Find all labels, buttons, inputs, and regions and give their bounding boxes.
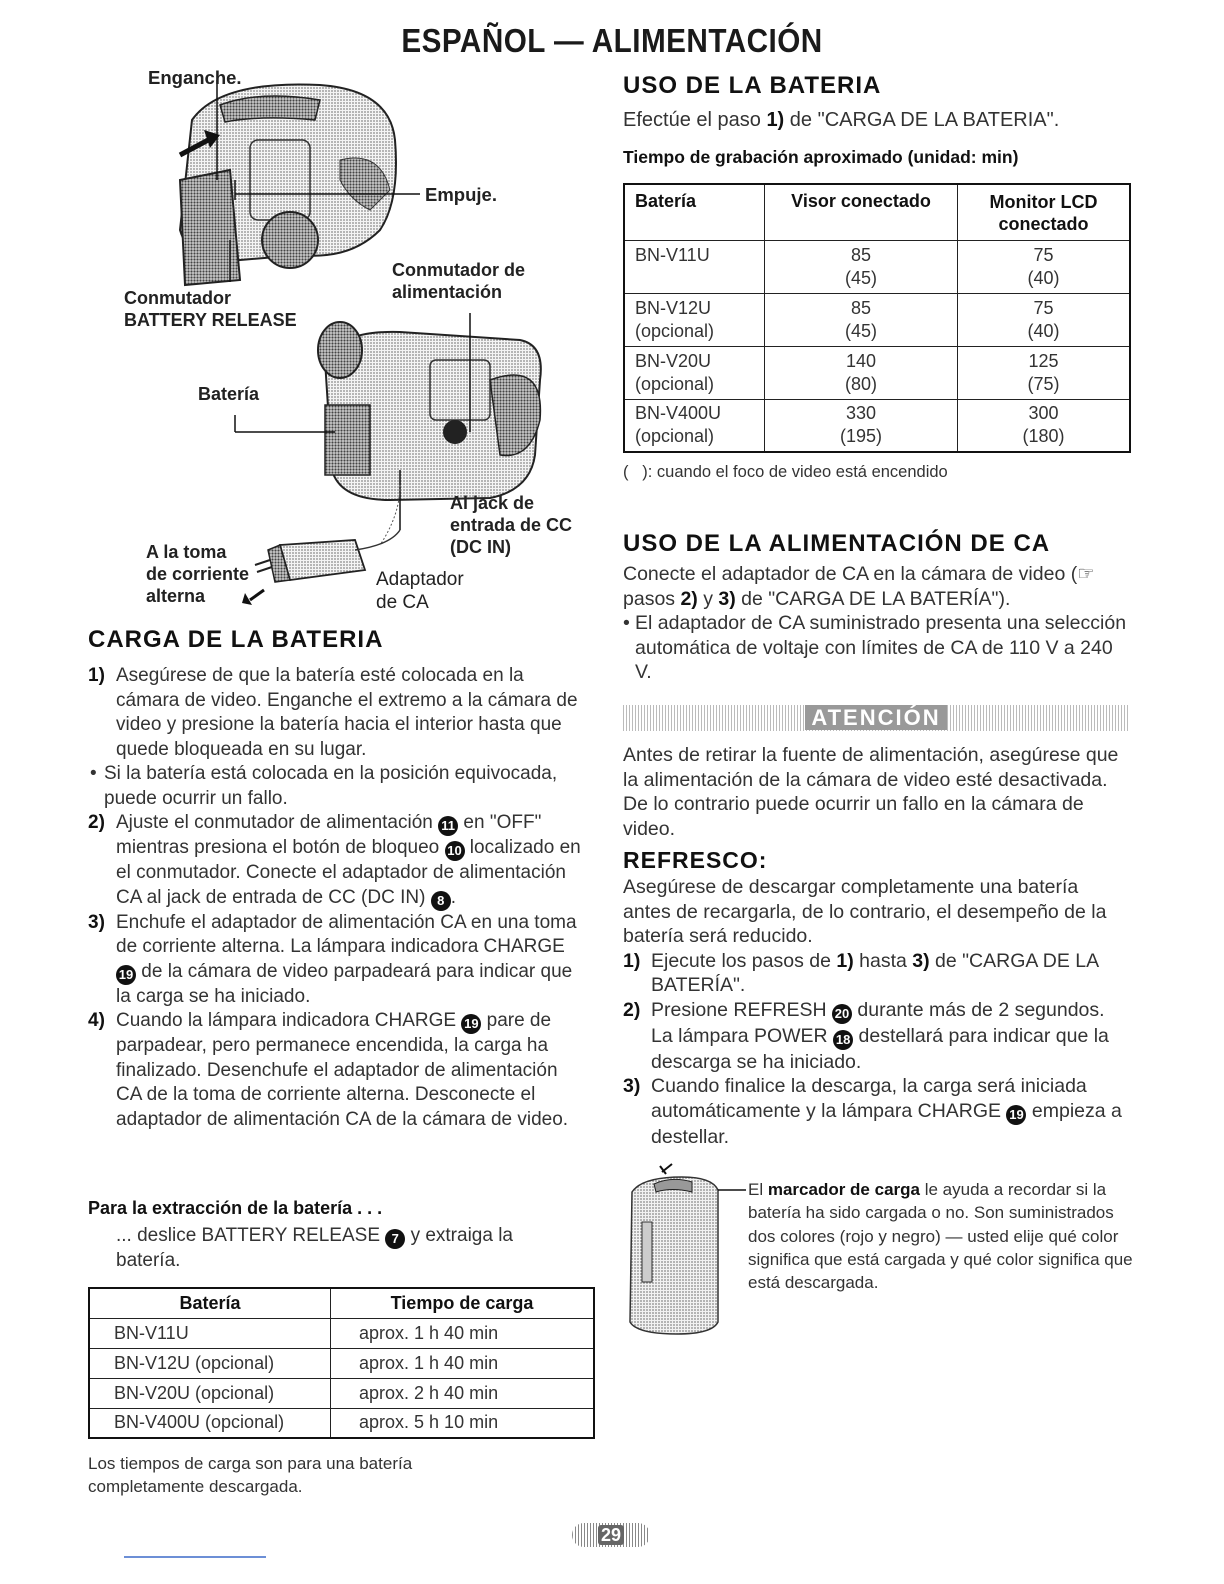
table-row: BN-V20U (opcional) aprox. 2 h 40 min [89, 1378, 594, 1408]
marker-20-icon: 20 [832, 1004, 852, 1024]
label-conmutador-alimentacion: Conmutador de alimentación [392, 260, 525, 302]
reference-icon: ☞ [1077, 563, 1095, 585]
heading-refresco: REFRESCO: [623, 847, 768, 873]
table-header: Monitor LCD conectado [958, 184, 1131, 240]
table-row: BN-V12U (opcional) 85 (45) 75 (40) [624, 293, 1130, 346]
label-empuje: Empuje. [425, 184, 497, 205]
bottom-rule [124, 1556, 266, 1558]
label-adaptador-ca: Adaptador de CA [376, 569, 464, 613]
uso-bateria-intro: Efectúe el paso 1) de "CARGA DE LA BATERIA". [623, 109, 1060, 131]
refresco-step-3: 3) Cuando finalice la descarga, la carga será iniciada automáticamente y la lámpara CHARGE 19 empieza a destellar. [623, 1075, 1122, 1148]
table-header: Tiempo de carga [331, 1288, 595, 1318]
table-row: BN-V11U aprox. 1 h 40 min [89, 1318, 594, 1348]
marker-18-icon: 18 [833, 1030, 853, 1050]
table-row: BN-V20U (opcional) 140 (80) 125 (75) [624, 346, 1130, 399]
marker-19-icon: 19 [461, 1014, 481, 1034]
table-row: BN-V12U (opcional) aprox. 1 h 40 min [89, 1348, 594, 1378]
extraccion-text: ... deslice BATTERY RELEASE 7 y extraiga la batería. [116, 1225, 514, 1271]
label-enganche: Enganche. [148, 67, 242, 88]
atencion-text: Antes de retirar la fuente de alimentación, asegúrese que la alimentación de la cámara de video esté desactivada. De lo contrario puede ocurrir un fallo en la cámara de video. [623, 744, 1119, 840]
carga-step-3: 3) Enchufe el adaptador de alimentación CA en una toma de corriente alterna. La lámpara indicadora CHARGE 19 de la cámara de video parpadeará para indicar que la carga se ha iniciado. [88, 911, 577, 1007]
label-toma-corriente: A la toma de corriente alterna [146, 542, 250, 606]
page-title: ESPAÑOL — ALIMENTACIÓN [401, 22, 823, 59]
table-header: Batería [624, 184, 765, 240]
marker-8-icon: 8 [431, 891, 451, 911]
carga-steps [88, 664, 588, 1132]
tiempo-grabacion-caption: Tiempo de grabación aproximado (unidad: min) [623, 147, 1019, 167]
refresco-step-2: 2) Presione REFRESH 20 durante más de 2 segundos. La lámpara POWER 18 destellará para indicar que la descarga se ha iniciado. [623, 998, 1109, 1073]
page-number: 29 [572, 1523, 650, 1547]
marker-11-icon: 11 [438, 816, 458, 836]
refresco-step-1: 1) Ejecute los pasos de 1) hasta 3) de "CARGA DE LA BATERÍA". [623, 949, 1099, 996]
camera-top-illustration [180, 80, 420, 285]
marcador-carga-text: El marcador de carga le ayuda a recordar si la batería ha sido cargada o no. Son suministrados dos colores (rojo y negro) — usted elije qué color significa que está cargada y qué color significa que está descargada. [748, 1180, 1133, 1293]
marker-19-icon: 19 [116, 965, 136, 985]
table-row: BN-V400U (opcional) aprox. 5 h 10 min [89, 1408, 594, 1438]
uso-bateria-note: ( ): cuando el foco de video está encendido [623, 463, 948, 481]
marker-19-icon: 19 [1006, 1105, 1026, 1125]
table-header: Batería [89, 1288, 331, 1318]
table-row: BN-V11U 85 (45) 75 (40) [624, 240, 1130, 293]
carga-bullet-1: • Si la batería está colocada en la posición equivocada, puede ocurrir un fallo. [90, 763, 558, 809]
label-jack-dc-in: Al jack de entrada de CC (DC IN) [450, 493, 573, 557]
label-bateria: Batería [198, 384, 260, 404]
marker-7-icon: 7 [385, 1229, 405, 1249]
refresco-content: Asegúrese de descargar completamente una batería antes de recargarla, de lo contrario, el desempeño de la batería será reducido. 1) Ejecute los pasos de 1) hasta 3) de "CARGA DE LA BATERÍA". 2) Presione REFRESH 20 durante más de 2 segundos. La lámpara POWER 18 destellará para indicar que la descarga se ha iniciado. 3) Cuando finalice la descarga, la carga será iniciada automáticamente y la lámpara CHARGE 19 empieza a destellar. [623, 875, 1128, 1149]
label-conmutador-battery-release: Conmutador BATTERY RELEASE [124, 288, 297, 330]
heading-uso-alimentacion-ca: USO DE LA ALIMENTACIÓN DE CA [623, 530, 1051, 557]
atencion-banner: ATENCIÓN [623, 705, 1129, 731]
tiempo-grabacion-table [623, 183, 1131, 453]
battery-illustration [622, 1162, 747, 1342]
table-header: Visor conectado [765, 184, 958, 240]
carga-note: Los tiempos de carga son para una batería completamente descargada. [88, 1454, 413, 1496]
uso-ca-text: Conecte el adaptador de CA en la cámara de video (☞ pasos 2) y 3) de "CARGA DE LA BATERÍA"). • El adaptador de CA suministrado presenta una selección automática de voltaje con límites de CA de 110 V a 240 V. [623, 563, 1127, 683]
extraccion-heading: Para la extracción de la batería . . . [88, 1198, 383, 1218]
uso-ca-bullet: • El adaptador de CA suministrado presenta una selección automática de voltaje con límites de CA de 110 V a 240 V. [623, 612, 1127, 683]
marker-10-icon: 10 [445, 841, 465, 861]
table-row: BN-V400U (opcional) 330 (195) 300 (180) [624, 399, 1130, 452]
heading-carga-bateria: CARGA DE LA BATERIA [88, 626, 384, 653]
tiempo-carga-table [88, 1287, 595, 1439]
carga-step-1: 1) Asegúrese de que la batería esté colocada en la cámara de video. Enganche el extremo a la cámara de video y presione la batería hacia el interior hasta que quede bloqueada en su lugar. [88, 665, 578, 760]
heading-uso-bateria: USO DE LA BATERIA [623, 72, 882, 99]
carga-step-2: 2) Ajuste el conmutador de alimentación 11 en "OFF" mientras presiona el botón de bloqueo 10 localizado en el conmutador. Conecte el adaptador de alimentación CA al jack de entrada de CC (DC IN) 8 . [88, 811, 588, 911]
battery-marker-figure [622, 1162, 747, 1342]
carga-step-4: 4) Cuando la lámpara indicadora CHARGE 19 pare de parpadear, pero permanece encendida, la carga ha finalizado. Desenchufe el adaptador de alimentación CA de la toma de corriente alterna. Desconecte el adaptador de alimentación CA de la cámara de video. [88, 1010, 569, 1130]
